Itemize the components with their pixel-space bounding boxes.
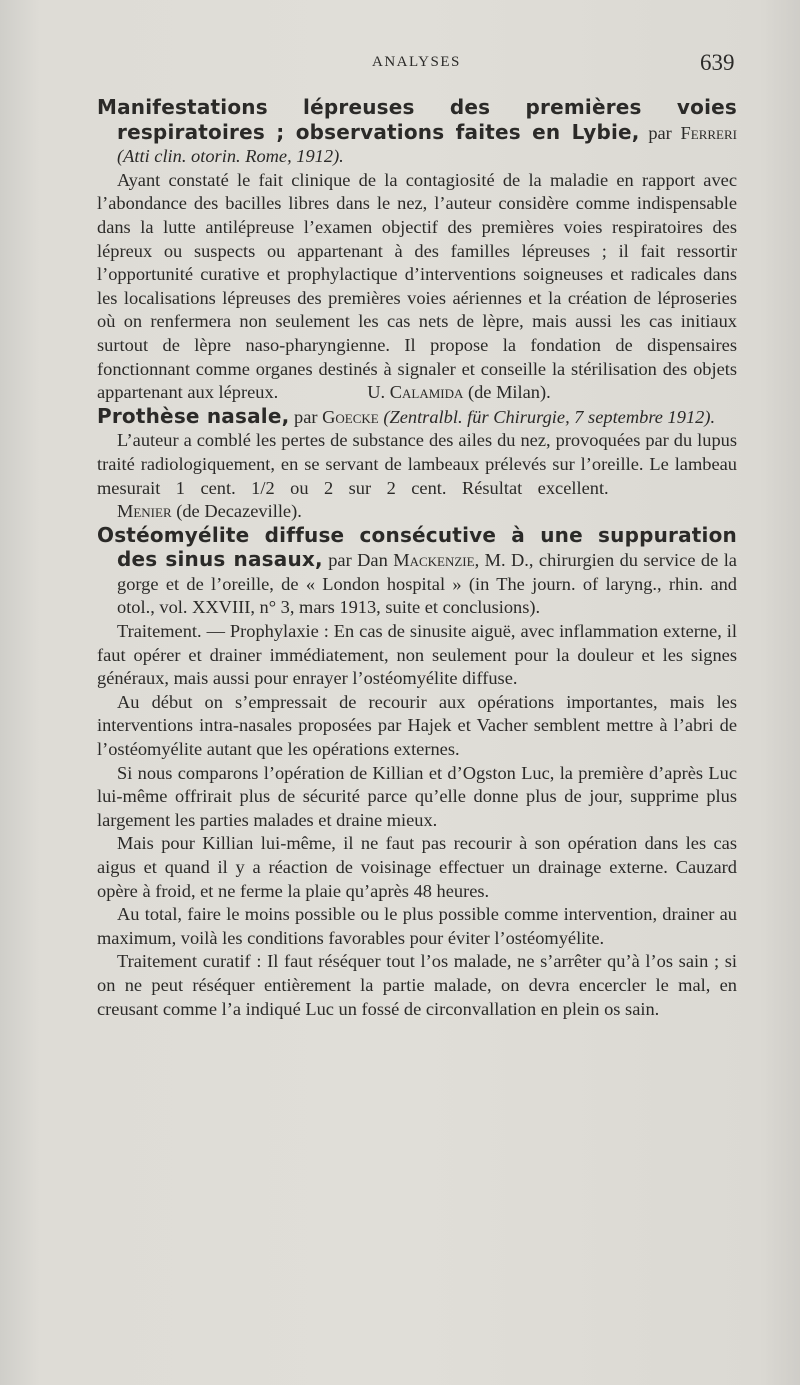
article-title: Prothèse nasale, [97, 403, 290, 428]
article-paragraph: Ayant constaté le fait clinique de la contagiosité de la maladie en rapport avec l’abondance des bacilles libres dans le nez, l’auteur considère comme indispensable dans la lutte antilépreuse l’examen objectif des premières voies respiratoires des lépreux ou suspects ou appartenant à des familles lépreuses ; il fait ressortir l’opportunité curative et prophylactique d’interventions soigneuses et radicales dans les localisations lépreuses des premières voies aériennes et la création de léproseries où on renfermera non seulement les cas nets de lèpre, mais aussi les cas initiaux surtout de lèpre naso-pharyngienne. Il propose la fondation de dispensaires fonctionnant comme organes destinés à signaler et conseille la stérilisation des objets appartenant aux lépreux. U. Calamida (de Milan). [97, 169, 737, 405]
article-title: Ostéomyélite diffuse consécutive à une suppuration des sinus nasaux, [97, 522, 737, 572]
running-head: ANALYSES [372, 54, 461, 70]
page-number: 639 [700, 50, 735, 75]
article-heading [97, 96, 737, 169]
page-header [0, 50, 800, 80]
signature: Menier (de Decazeville). [117, 501, 302, 522]
page-body [97, 96, 737, 1021]
article-by: par [648, 122, 672, 143]
article-paragraph: Au total, faire le moins possible ou le plus possible comme intervention, drainer au maximum, voilà les conditions favorables pour éviter l’ostéomyélite. [97, 904, 737, 948]
article-paragraph: Si nous comparons l’opération de Killian et d’Ogston Luc, la première d’après Luc lui-même offrirait plus de sécurité parce qu’elle donne plus de jour, supprime plus largement les parties malades et draine mieux. [97, 762, 737, 830]
article-by: par [294, 406, 318, 427]
article-author: Mackenzie [393, 550, 475, 571]
article-by: par Dan [328, 550, 388, 571]
signature: U. Calamida (de Milan). [367, 382, 551, 403]
article-paragraph: Mais pour Killian lui-même, il ne faut pas recourir à son opération dans les cas aigus et quand il y a réaction de voisinage effectuer un drainage externe. Cauzard opère à froid, et ne ferme la plaie qu’après 48 heures. [97, 833, 737, 901]
article-heading [97, 524, 737, 620]
article-paragraph: Au début on s’empressait de recourir aux opérations importantes, mais les interventions intra-nasales proposées par Hajek et Vacher semblent mettre à l’abri de l’ostéomyélite autant que les opérations externes. [97, 691, 737, 760]
article-heading [97, 405, 737, 430]
article-author: Goecke [322, 406, 379, 427]
article-source: (Zentralbl. für Chirurgie, 7 septembre 1912). [383, 406, 716, 427]
article-author: Ferreri [680, 122, 737, 143]
article-title: Manifestations lépreuses des premières voies respiratoires ; observations faites en Lybie, [97, 95, 737, 144]
article-source: (Atti clin. otorin. Rome, 1912). [117, 146, 344, 167]
article-paragraph: L’auteur a comblé les pertes de substance des ailes du nez, provoquées par du lupus traité radiologiquement, en se servant de lambeaux prélevés sur l’oreille. Le lambeau mesurait 1 cent. 1/2 ou 2 sur 2 cent. Résultat excellent. Menier (de Decazeville). [97, 429, 737, 523]
article-paragraph: Traitement. — Prophylaxie : En cas de sinusite aiguë, avec inflammation externe, il faut opérer et drainer immédiatement, non seulement pour la douleur et les signes généraux, mais aussi pour enrayer l’ostéomyélite diffuse. [97, 621, 737, 689]
article-source: , M. D., chirurgien du service de la gorge et de l’oreille, de « London hospital » (in The journ. of laryng., rhin. and otol., vol. XXVIII, n° 3, mars 1913, suite et conclusions). [117, 550, 737, 618]
article-paragraph: Traitement curatif : Il faut réséquer tout l’os malade, ne s’arrêter qu’à l’os sain ; si on ne peut réséquer entièrement la partie malade, on devra encercler le mal, en creusant comme l’a indiqué Luc un fossé de circonvallation en plein os sain. [97, 951, 737, 1019]
